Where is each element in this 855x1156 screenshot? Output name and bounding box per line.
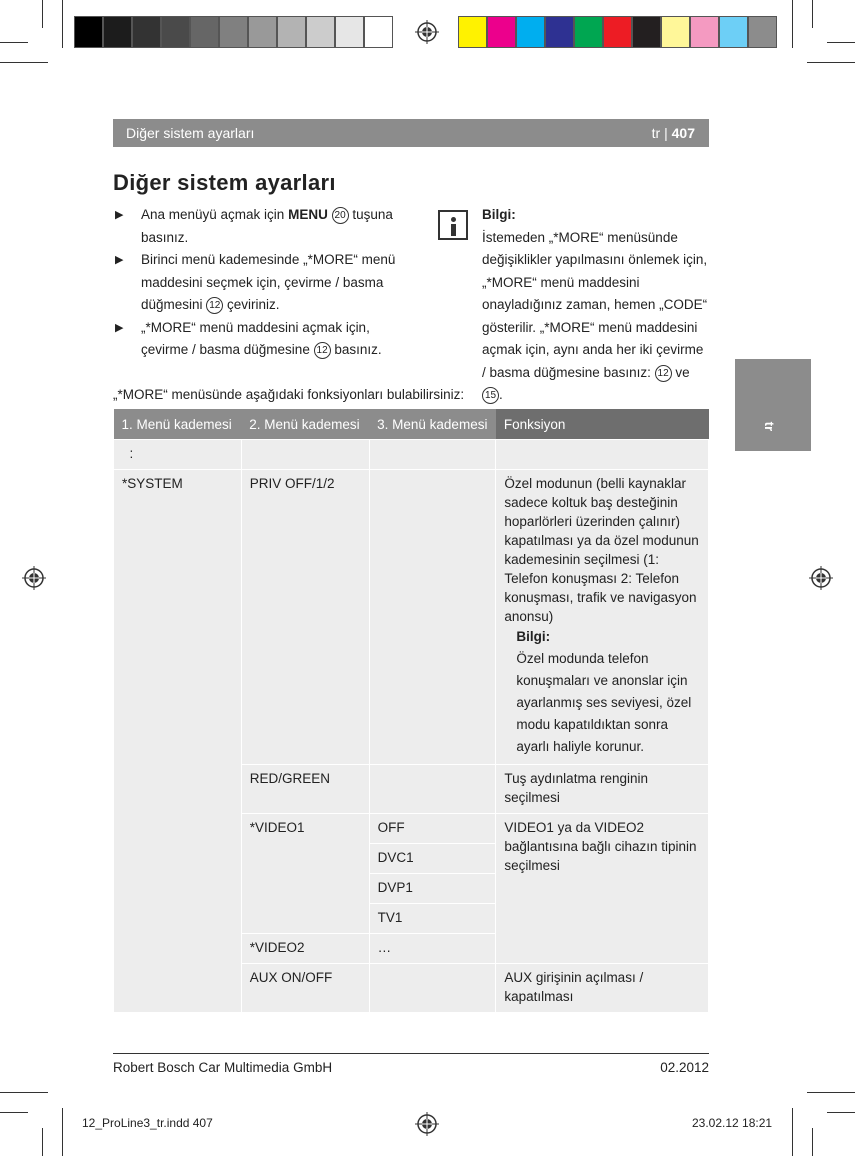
list-item [113,204,413,249]
side-tab-label: tr [762,421,778,432]
color-swatch [335,16,364,48]
crop-mark [807,62,855,63]
color-swatch [545,16,574,48]
table-cell: *VIDEO1 [241,814,369,934]
column-header: 1. Menü kademesi [114,409,242,440]
bullet-arrow-icon: ▶ [115,209,124,221]
table-cell: TV1 [369,904,496,934]
table-header-row [114,409,709,440]
table-cell: … [369,934,496,964]
info-body: İstemeden „*MORE“ menüsünde değişiklikler yapılmasını önlemek için, „*MORE“ menü maddesini onayladığınız zaman, hemen „CODE“ gösterilir. „*MORE“ menü maddesini açmak için, aynı anda her iki çevirme / basma düğmesine basınız: [482,229,708,380]
header-lang: tr | [651,125,672,141]
step-text: tuşuna basınız. [141,207,393,245]
slug-stamp: 23.02.12 18:21 [692,1116,773,1130]
registration-mark-icon [809,566,833,590]
control-number: 12 [206,297,223,314]
step-key: MENU [288,207,328,222]
table-cell [369,470,496,765]
info-text [482,227,710,407]
control-number: 12 [314,342,331,359]
color-swatch [306,16,335,48]
color-swatch [458,16,487,48]
crop-mark [0,62,48,63]
footer-company: Robert Bosch Car Multimedia GmbH [113,1060,333,1075]
step-text: çeviriniz. [223,297,280,312]
table-cell [496,440,709,470]
table-cell: DVP1 [369,874,496,904]
table-cell [369,440,496,470]
color-swatch [603,16,632,48]
table-row [114,440,709,470]
gray-color-bars [74,16,393,48]
table-cell: PRIV OFF/1/2 [241,470,369,765]
info-icon [438,210,468,240]
note-text: Özel modunda telefon konuşmaları ve anonslar için ayarlanmış ses seviyesi, özel modu kapatıldıktan sonra ayarlı haliyle korunur. [516,651,692,754]
table-cell [114,440,242,470]
color-swatch [690,16,719,48]
header-page: 407 [671,125,695,141]
table-cell [369,964,496,1013]
list-item [113,249,413,317]
bullet-arrow-icon: ▶ [115,254,124,266]
table-cell: OFF [369,814,496,844]
color-swatch [719,16,748,48]
registration-mark-icon [22,566,46,590]
table-intro: „*MORE“ menüsünde aşağıdaki fonksiyonları bulabilirsiniz: [113,387,465,402]
info-heading: Bilgi: [482,207,516,222]
color-swatch [219,16,248,48]
color-swatch [364,16,393,48]
control-number: 12 [655,365,672,382]
table-cell: Tuş aydınlatma renginin seçilmesi [496,765,709,814]
column-header: 3. Menü kademesi [369,409,496,440]
registration-mark-icon [415,20,439,44]
footer-date: 02.2012 [660,1060,709,1075]
color-swatch [248,16,277,48]
process-color-bars [458,16,777,48]
table-cell: VIDEO1 ya da VIDEO2 bağlantısına bağlı cihazın tipinin seçilmesi [496,814,709,964]
color-swatch [661,16,690,48]
color-swatch [277,16,306,48]
crop-mark [792,0,793,48]
crop-mark [42,0,43,28]
footer-rule [113,1053,709,1054]
info-note [482,204,710,407]
note [504,626,700,758]
page-header [113,119,709,147]
color-swatch [161,16,190,48]
control-number: 20 [332,207,349,224]
header-section: Diğer sistem ayarları [126,125,255,141]
table-cell: *VIDEO2 [241,934,369,964]
crop-mark [42,1128,43,1156]
crop-mark [807,1092,855,1093]
color-swatch [74,16,103,48]
header-page-number [652,125,695,141]
crop-mark [0,1112,28,1113]
step-text: basınız. [330,342,382,357]
crop-mark [792,1108,793,1156]
crop-mark [62,0,63,48]
column-header: Fonksiyon [496,409,709,440]
color-swatch [748,16,777,48]
steps-list [113,204,413,362]
color-swatch [632,16,661,48]
table-cell: AUX ON/OFF [241,964,369,1013]
language-side-tab [735,359,811,451]
bullet-arrow-icon: ▶ [115,321,124,334]
color-swatch [190,16,219,48]
table-cell [496,470,709,765]
info-body: ve [671,364,690,380]
crop-mark [812,0,813,28]
table-cell: RED/GREEN [241,765,369,814]
info-body: . [499,387,503,402]
table-cell [369,765,496,814]
page-title: Diğer sistem ayarları [113,170,336,195]
color-swatch [132,16,161,48]
slug-file: 12_ProLine3_tr.indd 407 [82,1116,213,1130]
table-cell [241,440,369,470]
color-swatch [516,16,545,48]
control-number: 15 [482,387,499,404]
crop-mark [0,42,28,43]
menu-table [113,409,709,1013]
note-heading: Bilgi: [516,629,551,644]
table-cell: DVC1 [369,844,496,874]
color-swatch [487,16,516,48]
crop-mark [827,42,855,43]
list-item [113,317,413,362]
crop-mark [62,1108,63,1156]
table-cell: AUX girişinin açılması / kapatılması [496,964,709,1013]
crop-mark [812,1128,813,1156]
step-text: Ana menüyü açmak için [141,207,289,222]
step-text: „*MORE“ menü maddesini açmak için, çevirme / basma düğmesine [141,319,370,357]
column-header: 2. Menü kademesi [241,409,369,440]
table-cell: *SYSTEM [114,470,242,1013]
function-desc: Özel modunun (belli kaynaklar sadece koltuk baş desteğinin hoparlörleri üzerinden çalınır) kapatılması ya da özel modunun kademesinin seçilmesi (1: Telefon konuşması 2: Telefon konuşması, trafik ve navigasyon anonsu) [504,476,699,624]
step-text: Birinci menü kademesinde „*MORE“ menü maddesini seçmek için, çevirme / basma düğmesini [141,252,396,312]
ellipsis-marker: : [129,446,134,461]
crop-mark [827,1112,855,1113]
color-swatch [103,16,132,48]
registration-mark-icon [415,1112,439,1136]
crop-mark [0,1092,48,1093]
color-swatch [574,16,603,48]
table-row [114,470,709,765]
